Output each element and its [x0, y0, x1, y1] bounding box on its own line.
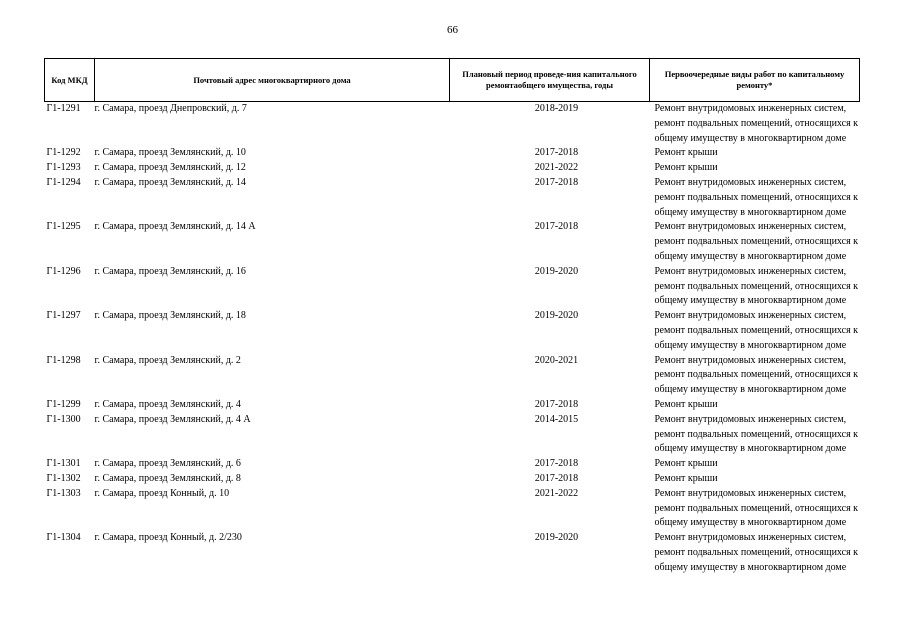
table-row [45, 457, 860, 472]
cell-works: Ремонт внутридомовых инженерных систем, ремонт подвальных помещений, относящихся к общему имуществу в многоквартирном доме [654, 265, 859, 307]
cell-address: г. Самара, проезд Землянский, д. 6 [94, 458, 241, 470]
cell-code: Г1-1298 [46, 354, 81, 366]
cell-address: г. Самара, проезд Конный, д. 2/230 [94, 532, 242, 544]
table-row [45, 146, 860, 161]
table-row [45, 161, 860, 176]
header-code: Код МКД [45, 59, 95, 102]
cell-code: Г1-1304 [46, 532, 81, 544]
cell-address: г. Самара, проезд Землянский, д. 2 [94, 354, 241, 366]
page-number: 66 [447, 24, 458, 36]
cell-works: Ремонт крыши [654, 147, 718, 159]
table-row [45, 176, 860, 220]
cell-address: г. Самара, проезд Конный, д. 10 [94, 487, 230, 499]
cell-address: г. Самара, проезд Землянский, д. 4 [94, 398, 241, 410]
table-row [45, 265, 860, 309]
cell-works: Ремонт крыши [654, 162, 718, 174]
header-address: Почтовый адрес многоквартирного дома [95, 59, 450, 102]
cell-period: 2019-2020 [534, 265, 579, 277]
cell-period: 2021-2022 [534, 162, 579, 174]
cell-period: 2017-2018 [534, 398, 579, 410]
table-row [45, 531, 860, 575]
cell-code: Г1-1299 [46, 398, 81, 410]
table-row [45, 398, 860, 413]
table-row [45, 102, 860, 147]
cell-code: Г1-1296 [46, 265, 81, 277]
cell-period: 2017-2018 [534, 147, 579, 159]
cell-address: г. Самара, проезд Землянский, д. 18 [94, 310, 246, 322]
header-period: Плановый период проведе-ния капитального ремонтаобщего имущества, годы [450, 59, 650, 102]
table-row [45, 413, 860, 457]
cell-period: 2021-2022 [534, 487, 579, 499]
table-body [45, 102, 860, 576]
cell-period: 2019-2020 [534, 532, 579, 544]
cell-works: Ремонт внутридомовых инженерных систем, ремонт подвальных помещений, относящихся к общему имуществу в многоквартирном доме [654, 310, 859, 351]
capital-repair-table [44, 58, 860, 576]
cell-period: 2019-2020 [534, 310, 579, 322]
cell-period: 2017-2018 [534, 458, 579, 470]
table-row [45, 309, 860, 353]
cell-code: Г1-1302 [46, 472, 81, 484]
cell-period: 2014-2015 [534, 413, 579, 425]
header-works: Первоочередные виды работ по капитальному ремонту* [650, 59, 860, 102]
cell-works: Ремонт внутридомовых инженерных систем, ремонт подвальных помещений, относящихся к общему имуществу в многоквартирном доме [654, 221, 859, 262]
cell-code: Г1-1301 [46, 458, 81, 470]
cell-code: Г1-1303 [46, 487, 81, 499]
cell-works: Ремонт внутридомовых инженерных систем, ремонт подвальных помещений, относящихся к общему имуществу в многоквартирном доме [654, 176, 859, 218]
cell-works: Ремонт внутридомовых инженерных систем, ремонт подвальных помещений, относящихся к общему имуществу в многоквартирном доме [654, 103, 859, 144]
cell-period: 2020-2021 [534, 354, 579, 366]
cell-address: г. Самара, проезд Землянский, д. 8 [94, 472, 241, 484]
cell-code: Г1-1295 [46, 221, 81, 233]
cell-address: г. Самара, проезд Землянский, д. 16 [94, 265, 246, 277]
cell-address: г. Самара, проезд Землянский, д. 14 А [94, 221, 256, 233]
cell-address: г. Самара, проезд Землянский, д. 10 [94, 147, 246, 159]
table-row [45, 472, 860, 487]
table-row [45, 354, 860, 398]
cell-works: Ремонт внутридомовых инженерных систем, ремонт подвальных помещений, относящихся к общему имуществу в многоквартирном доме [654, 354, 859, 396]
cell-address: г. Самара, проезд Землянский, д. 14 [94, 176, 246, 188]
cell-works: Ремонт внутридомовых инженерных систем, ремонт подвальных помещений, относящихся к общему имуществу в многоквартирном доме [654, 487, 859, 529]
table-header-row [45, 59, 860, 102]
cell-code: Г1-1297 [46, 310, 81, 322]
table-row [45, 220, 860, 264]
cell-works: Ремонт крыши [654, 458, 718, 470]
cell-period: 2017-2018 [534, 472, 579, 484]
cell-works: Ремонт крыши [654, 398, 718, 410]
cell-works: Ремонт внутридомовых инженерных систем, ремонт подвальных помещений, относящихся к общему имуществу в многоквартирном доме [654, 532, 859, 573]
cell-works: Ремонт внутридомовых инженерных систем, ремонт подвальных помещений, относящихся к общему имуществу в многоквартирном доме [654, 413, 859, 455]
cell-works: Ремонт крыши [654, 472, 718, 484]
cell-code: Г1-1291 [46, 103, 81, 114]
cell-period: 2018-2019 [534, 103, 579, 114]
cell-address: г. Самара, проезд Землянский, д. 4 А [94, 413, 251, 425]
cell-code: Г1-1292 [46, 147, 81, 159]
cell-period: 2017-2018 [534, 221, 579, 233]
cell-code: Г1-1293 [46, 162, 81, 174]
cell-code: Г1-1300 [46, 413, 81, 425]
cell-code: Г1-1294 [46, 176, 81, 188]
cell-period: 2017-2018 [534, 176, 579, 188]
cell-address: г. Самара, проезд Днепровский, д. 7 [94, 103, 247, 114]
cell-address: г. Самара, проезд Землянский, д. 12 [94, 162, 246, 174]
table-row [45, 487, 860, 531]
